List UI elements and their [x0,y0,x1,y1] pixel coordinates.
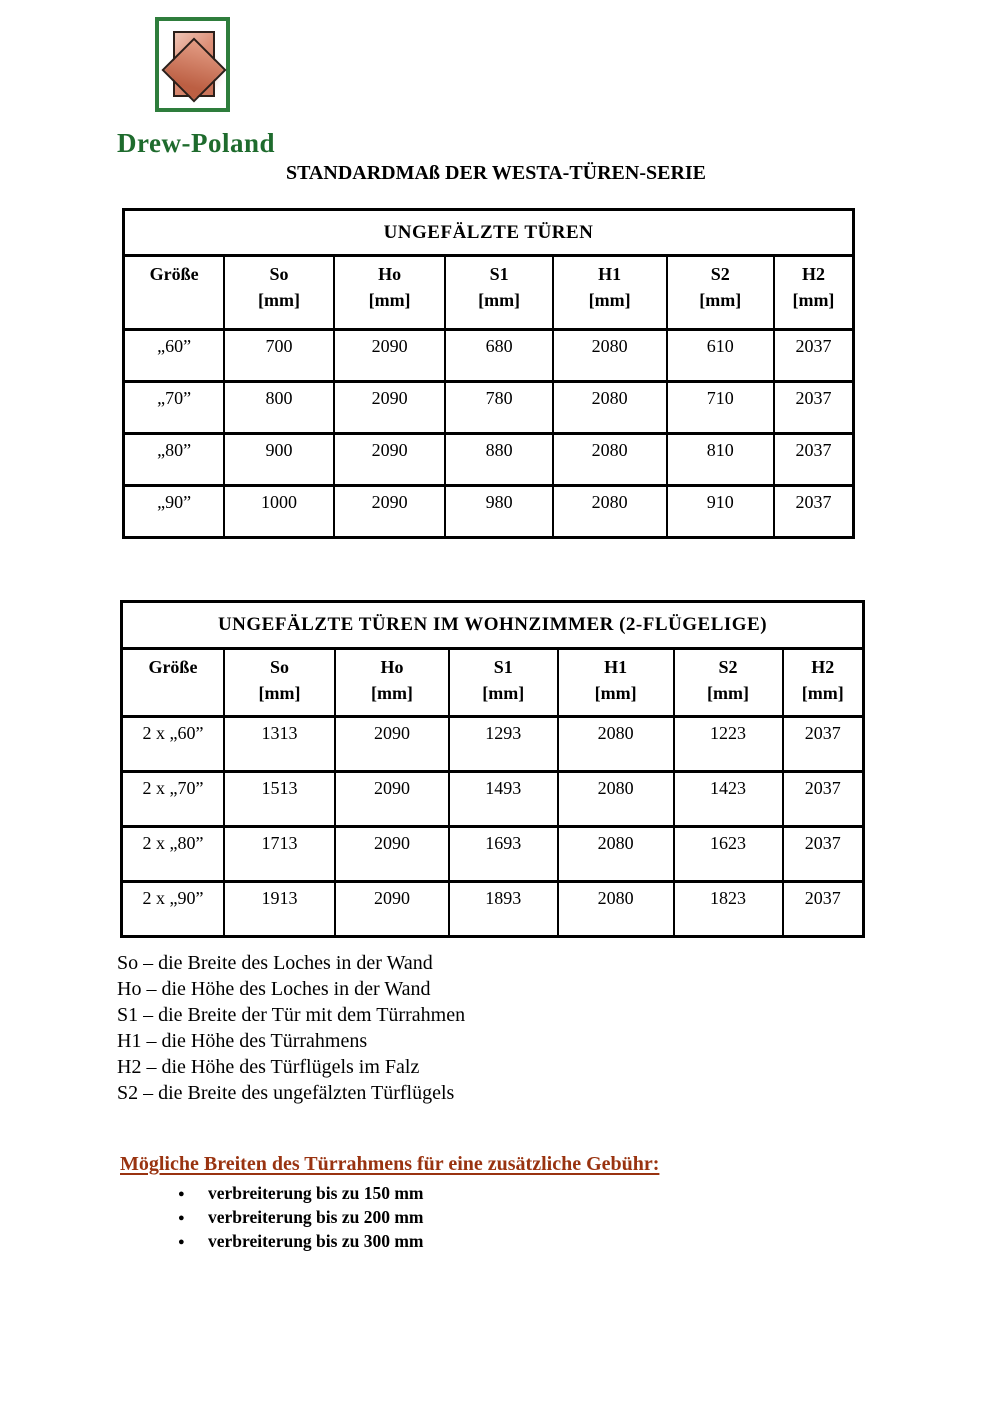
unit-label: [mm] [368,290,411,310]
table2-title-row [122,602,864,649]
fee-option-item [120,1205,424,1229]
table-cell: 1493 [449,772,558,827]
column-header-ho: Ho [mm] [335,649,449,717]
fee-option-item [120,1181,424,1205]
column-header-s1: S1 [mm] [449,649,558,717]
unit-label: [mm] [478,290,521,310]
table-cell: 1713 [224,827,335,882]
table-cell: 810 [667,434,774,486]
table-cell: 1513 [224,772,335,827]
logo-diamond-icon [161,37,226,102]
table-cell: 2080 [553,330,667,382]
legend-line-h1: H1 – die Höhe des Türrahmens [117,1030,368,1052]
table-cell: 1823 [674,882,783,937]
unit-label: [mm] [699,290,742,310]
column-header-ho: Ho [mm] [334,256,446,330]
table-cell: 2080 [558,717,674,772]
bullet-icon: ● [178,1236,185,1248]
table-cell: 900 [224,434,334,486]
table-cell: 2080 [553,434,667,486]
fee-option-label: verbreiterung bis zu 300 mm [208,1231,424,1251]
table-cell: 1313 [224,717,335,772]
unit-label: [mm] [370,683,413,703]
table-row [122,717,864,772]
column-header-groesse: Größe [122,649,224,717]
unit-label: [mm] [258,683,301,703]
table-cell: 2037 [783,827,864,882]
table-cell: 1423 [674,772,783,827]
table-cell-size: 2 x „60” [122,717,224,772]
table1-header-row [124,256,854,330]
table-cell: 880 [445,434,552,486]
legend [117,950,465,1106]
table-row [122,827,864,882]
table-cell: 2090 [335,827,449,882]
table-cell: 2037 [774,486,854,538]
table-row [124,330,854,382]
column-header-h1: H1 [mm] [553,256,667,330]
legend-line-h2: H2 – die Höhe des Türflügels im Falz [117,1056,420,1078]
fee-options-list [120,1181,424,1253]
table-cell: 2090 [334,434,446,486]
unit-label: [mm] [792,290,835,310]
fee-option-label: verbreiterung bis zu 150 mm [208,1183,424,1203]
table-cell: 1000 [224,486,334,538]
table-cell-size: „70” [124,382,225,434]
table-cell: 780 [445,382,552,434]
column-header-groesse: Größe [124,256,225,330]
column-header-so: So [mm] [224,256,334,330]
table-cell-size: 2 x „90” [122,882,224,937]
fee-option-item [120,1229,424,1253]
table-cell-size: „60” [124,330,225,382]
table-cell: 2037 [783,717,864,772]
unit-label: [mm] [257,290,300,310]
table-cell: 2037 [774,330,854,382]
column-header-so: So [mm] [224,649,335,717]
table-cell: 710 [667,382,774,434]
table-cell: 2090 [334,382,446,434]
table-row [124,434,854,486]
column-header-h2: H2 [mm] [774,256,854,330]
table-cell: 2080 [558,882,674,937]
table-cell: 680 [445,330,552,382]
table-cell: 2037 [774,434,854,486]
table-cell: 800 [224,382,334,434]
table-cell: 1693 [449,827,558,882]
fee-heading: Mögliche Breiten des Türrahmens für eine zusätzliche Gebühr: [120,1153,660,1175]
table-cell: 1293 [449,717,558,772]
table-row [122,882,864,937]
table2-title: UNGEFÄLZTE TÜREN IM WOHNZIMMER (2-FLÜGELIGE) [122,602,864,649]
column-header-s2: S2 [mm] [674,649,783,717]
table-cell: 2090 [335,717,449,772]
legend-line-ho: Ho – die Höhe des Loches in der Wand [117,978,431,1000]
table-row [124,486,854,538]
column-header-s1: S1 [mm] [445,256,552,330]
table1-title-row [124,210,854,256]
table-cell: 2090 [335,882,449,937]
table-ungefaelzte-tueren-wohnzimmer [120,600,865,938]
bullet-icon: ● [178,1212,185,1224]
unit-label: [mm] [482,683,525,703]
table-cell: 2090 [335,772,449,827]
table-cell: 1223 [674,717,783,772]
table-cell: 2090 [334,330,446,382]
unit-label: [mm] [594,683,637,703]
table-cell: 1913 [224,882,335,937]
unit-label: [mm] [707,683,750,703]
table-cell: 2090 [334,486,446,538]
brand-name: Drew-Poland [117,128,275,158]
table1-title: UNGEFÄLZTE TÜREN [124,210,854,256]
table-cell-size: „90” [124,486,225,538]
table-ungefaelzte-tueren [122,208,855,539]
table2-header-row [122,649,864,717]
column-header-h1: H1 [mm] [558,649,674,717]
bullet-icon: ● [178,1188,185,1200]
column-header-s2: S2 [mm] [667,256,774,330]
drew-poland-logo-icon [155,17,230,112]
legend-line-so: So – die Breite des Loches in der Wand [117,952,433,974]
fee-option-label: verbreiterung bis zu 200 mm [208,1207,424,1227]
table-cell: 2037 [783,772,864,827]
table-cell-size: 2 x „70” [122,772,224,827]
column-header-h2: H2 [mm] [783,649,864,717]
legend-line-s2: S2 – die Breite des ungefälzten Türflügels [117,1082,455,1104]
table-cell: 700 [224,330,334,382]
table-cell: 1893 [449,882,558,937]
table-cell: 610 [667,330,774,382]
table-cell: 2080 [558,772,674,827]
table-row [124,382,854,434]
unit-label: [mm] [801,683,844,703]
table-cell-size: „80” [124,434,225,486]
table-cell: 980 [445,486,552,538]
table-cell: 910 [667,486,774,538]
table-cell-size: 2 x „80” [122,827,224,882]
table-row [122,772,864,827]
table-cell: 2080 [553,486,667,538]
legend-line-s1: S1 – die Breite der Tür mit dem Türrahmen [117,1004,466,1026]
unit-label: [mm] [588,290,631,310]
page-title: STANDARDMAß DER WESTA-TÜREN-SERIE [285,162,707,184]
table-cell: 1623 [674,827,783,882]
table-cell: 2037 [783,882,864,937]
table-cell: 2080 [553,382,667,434]
table-cell: 2080 [558,827,674,882]
table-cell: 2037 [774,382,854,434]
